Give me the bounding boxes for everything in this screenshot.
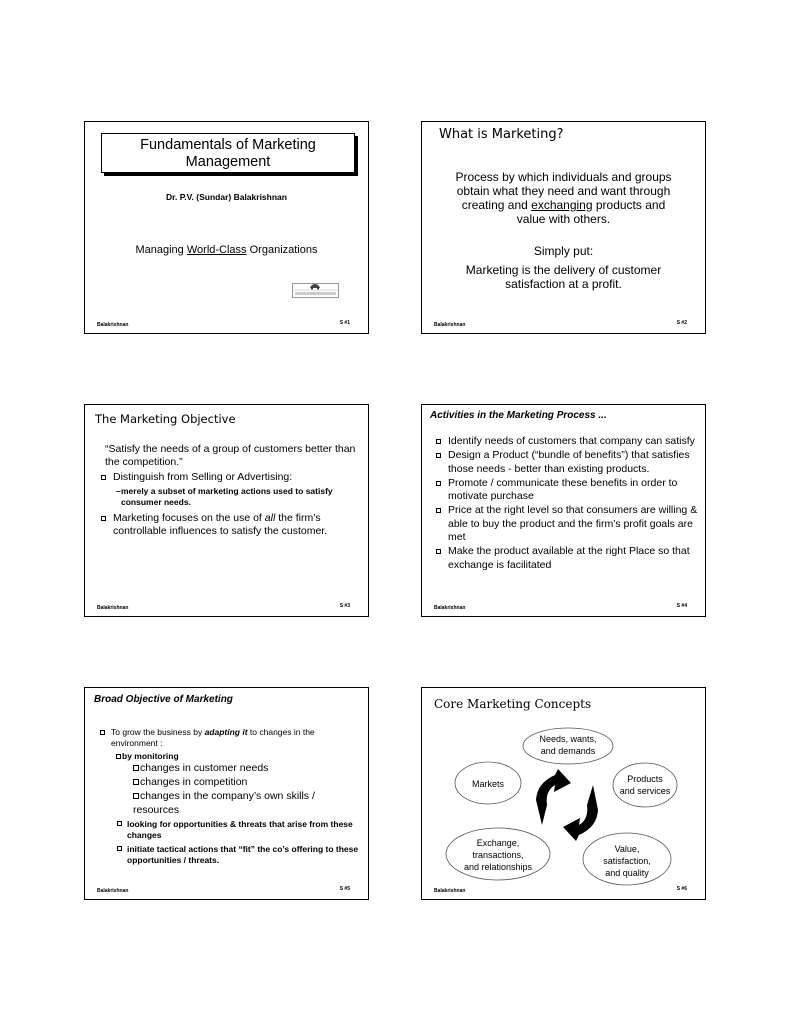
sub-bullet bbox=[99, 486, 360, 508]
body-line-pre: creating and bbox=[461, 198, 532, 212]
title-line-1: Fundamentals of Marketing bbox=[140, 137, 316, 153]
definition-line: Marketing is the delivery of customer bbox=[465, 263, 662, 277]
checkbox-bullet-icon bbox=[116, 754, 121, 759]
dash-bullet-icon: – bbox=[116, 486, 121, 496]
checkbox-bullet-icon bbox=[436, 508, 441, 513]
looking-item bbox=[99, 819, 362, 841]
subtitle bbox=[85, 244, 368, 256]
markets-label: Markets bbox=[471, 779, 505, 789]
bullet-text: Identify needs of customers that company can satisfy bbox=[448, 435, 695, 447]
slide-number: S #5 bbox=[339, 886, 350, 892]
list-item bbox=[434, 504, 699, 544]
change-text: changes in customer needs bbox=[140, 762, 269, 774]
list-item bbox=[434, 435, 699, 448]
slide-2 bbox=[421, 121, 706, 334]
value-label-line-2: satisfaction, bbox=[603, 856, 651, 866]
footer-author: Balakrishnan bbox=[97, 888, 129, 894]
footer-author: Balakrishnan bbox=[97, 605, 129, 611]
body-line bbox=[422, 198, 705, 212]
products-ellipse bbox=[613, 763, 677, 807]
footer-author: Balakrishnan bbox=[434, 322, 466, 328]
slide-number: S #3 bbox=[339, 603, 350, 609]
exchange-label-line-2: transactions, bbox=[472, 850, 524, 860]
title-line-2: Management bbox=[185, 154, 271, 170]
checkbox-bullet-icon bbox=[133, 765, 139, 771]
footer-author: Balakrishnan bbox=[434, 605, 466, 611]
body-line: Process by which individuals and groups bbox=[455, 170, 672, 184]
change-item bbox=[99, 761, 362, 775]
slide-title: Core Marketing Concepts bbox=[434, 697, 592, 711]
body-line: obtain what they need and want through bbox=[456, 184, 671, 198]
exchanging-link: exchanging bbox=[531, 198, 593, 212]
bullet-text-em: all bbox=[264, 512, 276, 524]
slide-6 bbox=[421, 687, 706, 900]
subtitle-link: World-Class bbox=[186, 244, 247, 256]
slide-content bbox=[99, 727, 362, 866]
bullet-list bbox=[99, 471, 360, 484]
checkbox-bullet-icon bbox=[101, 475, 106, 480]
bullet-text-post: the firm’s controllable influences to satisfy the customer. bbox=[113, 512, 328, 537]
slide-title bbox=[101, 133, 355, 173]
looking-text: looking for opportunities & threats that arise from these changes bbox=[127, 819, 353, 840]
needs-label-line-1: Needs, wants, bbox=[539, 734, 597, 744]
core-concepts-diagram bbox=[422, 688, 706, 900]
text-post: to changes in the environment : bbox=[111, 727, 315, 748]
footer-author: Balakrishnan bbox=[97, 322, 129, 328]
checkbox-bullet-icon bbox=[101, 516, 106, 521]
bullet-text: Price at the right level so that consumers are willing & able to buy the product and the firm’s profit goals are met bbox=[448, 504, 698, 544]
change-text: changes in competition bbox=[140, 776, 248, 788]
change-item bbox=[99, 775, 362, 789]
change-item bbox=[99, 789, 362, 817]
by-monitoring-item bbox=[99, 751, 362, 761]
quote: “Satisfy the needs of a group of customers better than the competition.” bbox=[105, 443, 356, 468]
text-pre: To grow the business by bbox=[111, 727, 205, 737]
list-item bbox=[434, 545, 699, 572]
text-em: adapting it bbox=[204, 727, 248, 737]
slide-3 bbox=[84, 404, 369, 617]
slide-4 bbox=[421, 404, 706, 617]
body-line-post: products and bbox=[592, 198, 666, 212]
simply-put: Simply put: bbox=[533, 244, 594, 258]
subtitle-pre: Managing bbox=[135, 244, 187, 256]
author: Dr. P.V. (Sundar) Balakrishnan bbox=[166, 192, 287, 202]
body-line: value with others. bbox=[516, 212, 611, 226]
grow-business-item bbox=[99, 727, 362, 749]
footer-author: Balakrishnan bbox=[434, 888, 466, 894]
slide-number: S #1 bbox=[339, 320, 350, 326]
definition-text bbox=[422, 170, 705, 226]
change-text: changes in the company’s own skills / resources bbox=[133, 790, 315, 816]
exchange-label-line-3: and relationships bbox=[463, 862, 533, 872]
checkbox-bullet-icon bbox=[133, 793, 139, 799]
list-item bbox=[99, 512, 360, 538]
needs-label-line-2: and demands bbox=[540, 746, 596, 756]
slide-number: S #4 bbox=[676, 603, 687, 609]
initiate-item bbox=[99, 844, 362, 866]
by-monitoring-text: by monitoring bbox=[122, 751, 179, 761]
list-item bbox=[434, 449, 699, 476]
bullet-text: Promote / communicate these benefits in order to motivate purchase bbox=[448, 476, 678, 503]
definition-line: satisfaction at a profit. bbox=[505, 277, 622, 291]
initiate-text: initiate tactical actions that “fit” the co’s offering to these opportunities / threats. bbox=[127, 844, 359, 865]
simply-put-block bbox=[422, 244, 705, 291]
cycle-arrows-icon bbox=[536, 769, 598, 841]
slide-number: S #6 bbox=[676, 886, 687, 892]
slide-1 bbox=[84, 121, 369, 334]
bullet-text: Design a Product (“bundle of benefits”) that satisfies those needs - better than existing products. bbox=[448, 449, 690, 475]
checkbox-bullet-icon bbox=[133, 779, 139, 785]
products-label-line-1: Products bbox=[627, 774, 663, 784]
slide-content bbox=[99, 443, 360, 538]
activities-list bbox=[434, 435, 699, 573]
checkbox-bullet-icon bbox=[100, 730, 105, 735]
list-item bbox=[434, 477, 699, 504]
slide-title: The Marketing Objective bbox=[95, 412, 236, 426]
bullet-text-pre: Marketing focuses on the use of bbox=[113, 512, 265, 524]
slide-5 bbox=[84, 687, 369, 900]
bullet-text: Distinguish from Selling or Advertising: bbox=[113, 471, 293, 483]
products-label-line-2: and services bbox=[619, 786, 671, 796]
slide-title: What is Marketing? bbox=[439, 127, 564, 142]
checkbox-bullet-icon bbox=[436, 453, 441, 458]
checkbox-bullet-icon bbox=[436, 549, 441, 554]
checkbox-bullet-icon bbox=[436, 439, 441, 444]
list-item bbox=[99, 471, 360, 484]
exchange-label-line-1: Exchange, bbox=[476, 838, 520, 848]
slide-number: S #2 bbox=[676, 320, 687, 326]
checkbox-bullet-icon bbox=[436, 481, 441, 486]
checkbox-bullet-icon bbox=[117, 821, 122, 826]
checkbox-bullet-icon bbox=[117, 846, 122, 851]
sub-bullet-text: merely a subset of marketing actions used to satisfy consumer needs. bbox=[121, 486, 333, 507]
value-label-line-3: and quality bbox=[605, 868, 649, 878]
subtitle-post: Organizations bbox=[246, 244, 318, 256]
bullet-text: Make the product available at the right Place so that exchange is facilitated bbox=[448, 545, 690, 571]
value-label-line-1: Value, bbox=[614, 844, 640, 854]
logo-image bbox=[292, 279, 339, 302]
bullet-list bbox=[99, 512, 360, 538]
slide-title: Broad Objective of Marketing bbox=[94, 694, 233, 705]
slide-title: Activities in the Marketing Process ... bbox=[430, 410, 607, 421]
